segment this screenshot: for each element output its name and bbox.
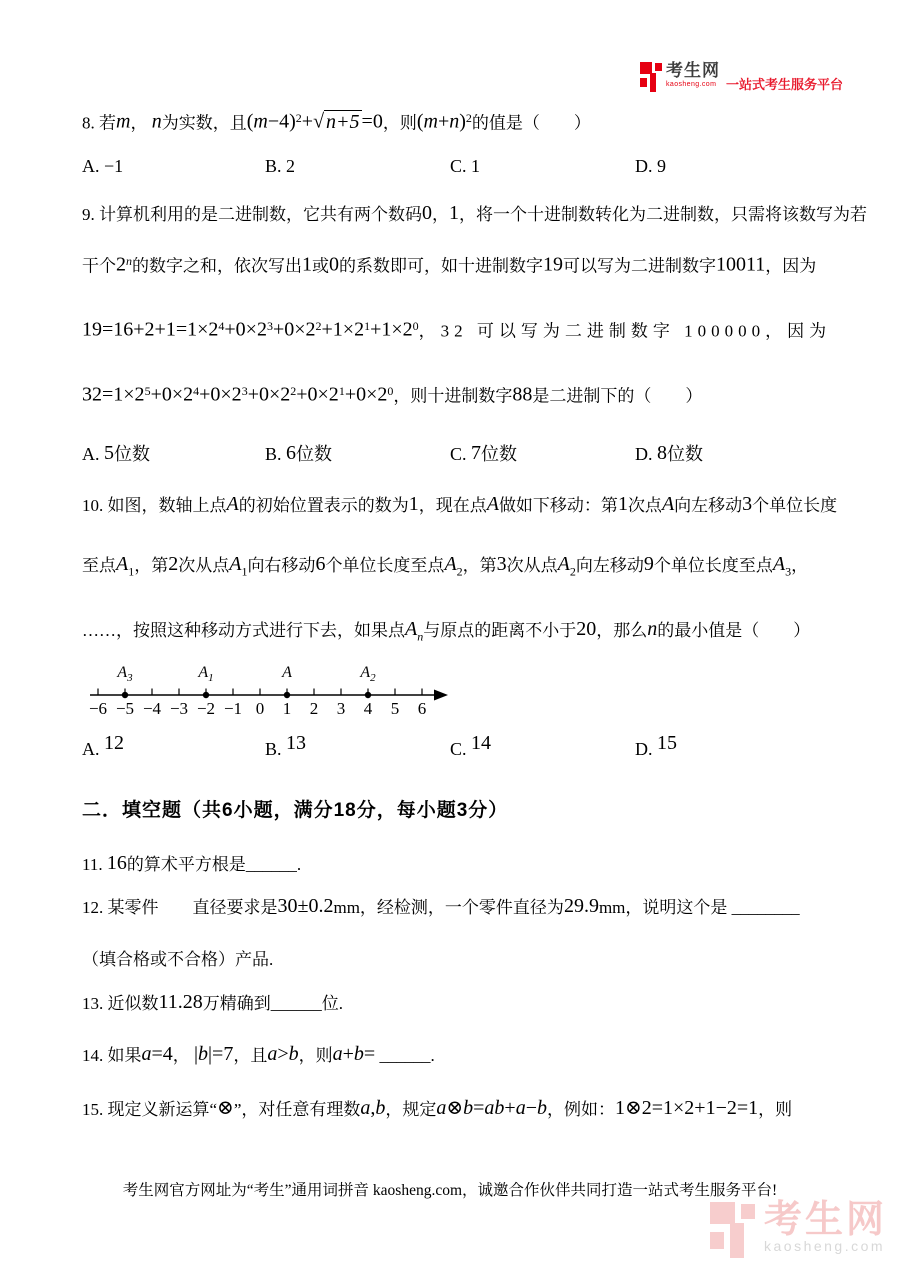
q8-option-b: B. 2 xyxy=(265,156,296,176)
numberline-tick-labels xyxy=(89,699,426,718)
brand-tagline: 一站式考生服务平台 xyxy=(726,77,844,92)
svg-text:3: 3 xyxy=(336,699,346,718)
question-11-stem: 11. 16的算术平方根是______. xyxy=(82,852,302,874)
footer-text: 考生网官方网址为“考生”通用词拼音 kaosheng.com，诚邀合作伙伴共同打造一站式考生服务平台! xyxy=(122,1182,778,1199)
question-13-stem: 13. 近似数11.28万精确到______位. xyxy=(82,991,344,1013)
svg-text:−1: −1 xyxy=(223,699,243,718)
svg-text:−2: −2 xyxy=(196,699,216,718)
question-9-line-3: $19=16+2+1=1\times 2^4+0\times 2^3+0\times 2^2+1\times 2^1+1\times 2^0$，32 可以写为二进制数字 100000，因为 xyxy=(82,318,832,341)
numberline-figure xyxy=(88,661,468,721)
point-dot-A2 xyxy=(365,692,371,698)
q10-option-c: C. 14 xyxy=(450,732,492,759)
brand-domain: kaosheng.com xyxy=(666,81,717,88)
kaosheng-logo-icon xyxy=(640,62,662,92)
svg-text:6: 6 xyxy=(417,699,427,718)
header-logo[interactable] xyxy=(640,62,843,96)
watermark xyxy=(710,1199,888,1258)
svg-text:5: 5 xyxy=(390,699,400,718)
point-label-A: A xyxy=(282,664,292,681)
watermark-logo-icon xyxy=(710,1202,756,1258)
svg-text:4: 4 xyxy=(363,699,373,718)
question-8-stem: 8. 若m， n为实数，且$(m-4)^2+√$ n+5 =0，则$(m+n)^2$的值是（ ） xyxy=(82,110,591,133)
svg-text:1: 1 xyxy=(282,699,292,718)
q10-option-b: B. 13 xyxy=(265,732,307,759)
svg-text:2: 2 xyxy=(309,699,319,718)
q9-option-a: A. 5位数 xyxy=(82,442,150,464)
svg-text:0: 0 xyxy=(255,699,265,718)
point-label-A3: $A_3$ xyxy=(117,664,133,684)
point-label-A1: $A_1$ xyxy=(198,664,214,684)
question-9-options xyxy=(82,440,857,472)
svg-text:−3: −3 xyxy=(169,699,189,718)
question-14-stem: 14. 如果a=4， |b|=7，且a>b，则a+b= ______. xyxy=(82,1043,435,1065)
question-12-line-2: （填合格或不合格）产品. xyxy=(82,950,274,969)
numberline-ticks xyxy=(98,689,422,696)
point-label-A2: $A_2$ xyxy=(360,664,376,684)
question-9-line-1: 9. 计算机利用的是二进制数，它共有两个数码0，1，将一个十进制数转化为二进制数，只需将该数写为若 xyxy=(82,202,867,224)
q8-option-d: D. 9 xyxy=(635,156,666,176)
point-dot-A3 xyxy=(122,692,128,698)
q8-option-a: A. −1 xyxy=(82,156,124,176)
question-10-options xyxy=(82,732,857,764)
q9-option-d: D. 8位数 xyxy=(635,442,703,464)
q10-option-a: A. 12 xyxy=(82,732,124,759)
point-dot-A1 xyxy=(203,692,209,698)
question-12-line-1: 12. 某零件 直径要求是30±0.2mm，经检测，一个零件直径为29.9mm，说明这个是 ________ xyxy=(82,895,800,917)
question-9-line-2: 干个2$^n$的数字之和，依次写出1或0的系数即可，如十进制数字19可以写为二进制数字10011，因为 xyxy=(82,253,817,276)
question-8-options xyxy=(82,156,857,188)
watermark-brand: 考生网 xyxy=(764,1199,888,1241)
q9-option-c: C. 7位数 xyxy=(450,442,518,464)
svg-text:−5: −5 xyxy=(115,699,135,718)
question-10-line-2: 至点$A_1$，第2次从点$A_1$向右移动6个单位长度至点$A_2$，第3次从点$A_2$向左移动9个单位长度至点$A_3$， xyxy=(82,553,809,579)
q10-option-d: D. 15 xyxy=(635,732,677,759)
q9-option-b: B. 6位数 xyxy=(265,442,333,464)
point-dot-A xyxy=(284,692,290,698)
section-2-title: 二．填空题（共6小题，满分18分，每小题3分） xyxy=(82,800,509,821)
question-9-line-4: $32=1\times 2^5+0\times 2^4+0\times 2^3+0\times 2^2+0\times 2^1+0\times 2^0$，则十进制数字88是二进制下的（ ） xyxy=(82,383,703,406)
question-15-stem: 15. 现定义新运算“⊗”，对任意有理数a,b，规定a⊗b=ab+a−b，例如：1⊗2=1×2+1−2=1，则 xyxy=(82,1097,793,1119)
brand-name: 考生网 xyxy=(666,61,720,80)
q8-option-c: C. 1 xyxy=(450,156,481,176)
numberline-arrow-icon xyxy=(434,690,448,701)
watermark-domain: kaosheng.com xyxy=(764,1238,886,1254)
svg-text:−6: −6 xyxy=(88,699,108,718)
question-10-line-3: ……，按照这种移动方式进行下去，如果点$A_n$与原点的距离不小于20，那么n的最小值是（ ） xyxy=(82,618,811,644)
svg-text:−4: −4 xyxy=(142,699,162,718)
question-10-line-1: 10. 如图，数轴上点A的初始位置表示的数为1，现在点A做如下移动：第1次点A向左移动3个单位长度 xyxy=(82,493,838,515)
